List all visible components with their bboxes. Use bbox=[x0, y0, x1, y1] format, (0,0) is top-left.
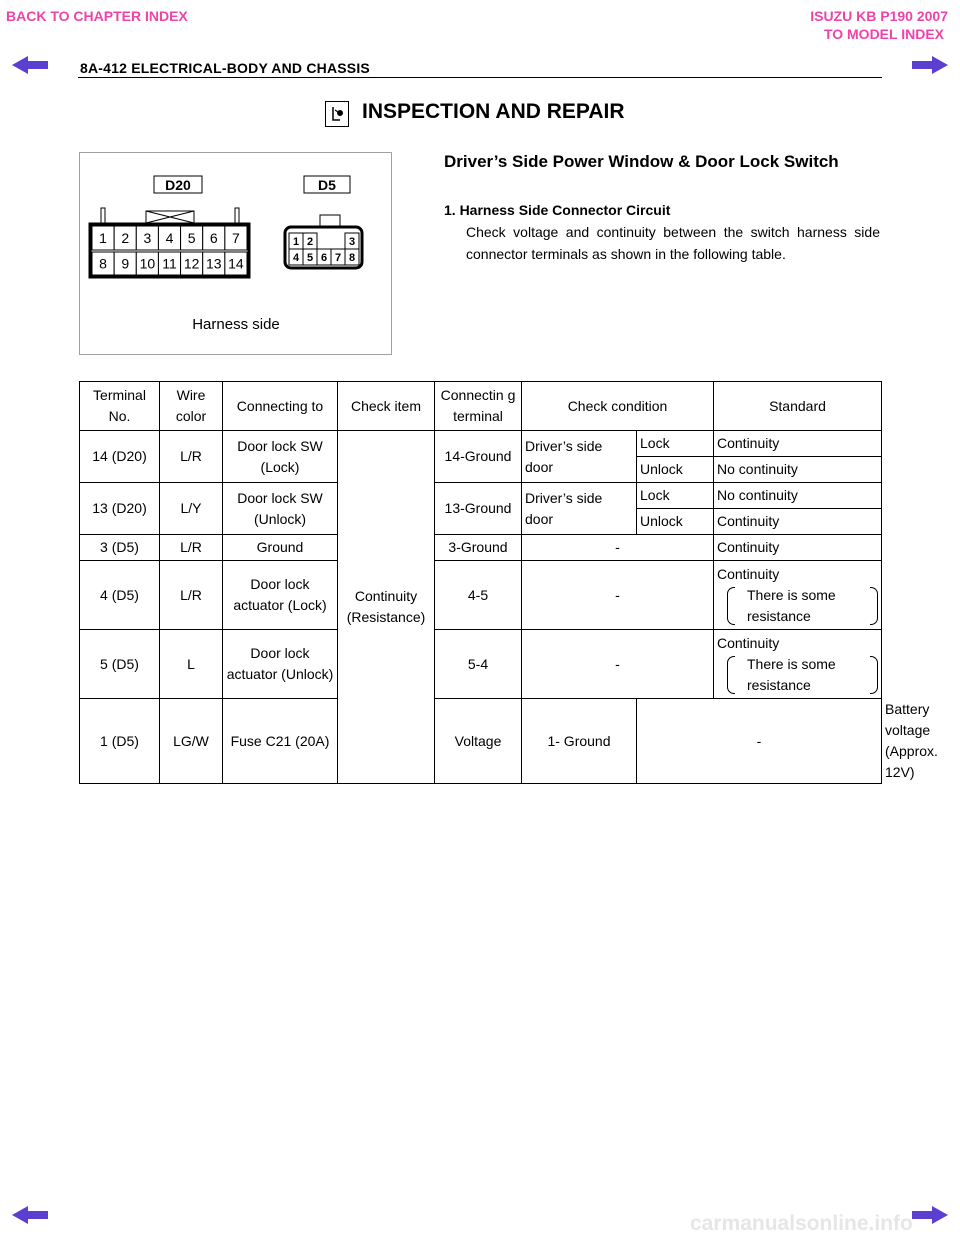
cell-condition: - bbox=[522, 630, 714, 699]
cell-connecting: Door lock actuator (Lock) bbox=[223, 561, 338, 630]
header-check-condition: Check condition bbox=[522, 382, 714, 431]
cell-terminal: 3 (D5) bbox=[80, 535, 160, 561]
connector-d5-label: D5 bbox=[318, 177, 336, 193]
table-row bbox=[80, 483, 882, 509]
bottom-next-page-arrow-icon[interactable] bbox=[912, 1206, 948, 1224]
pin-number: 1 bbox=[292, 235, 300, 248]
header-terminal: Terminal No. bbox=[80, 382, 160, 431]
pin-number: 11 bbox=[162, 255, 177, 272]
inspection-icon bbox=[325, 101, 349, 127]
cell-condition-unlock: Unlock bbox=[637, 457, 714, 483]
cell-condition: Driver’s side door bbox=[522, 431, 637, 483]
cell-conn-terminal: 1- Ground bbox=[522, 699, 637, 784]
cell-standard: Continuity bbox=[714, 431, 882, 457]
cell-condition: - bbox=[522, 535, 714, 561]
cell-connecting: Ground bbox=[223, 535, 338, 561]
watermark: carmanualsonline.info bbox=[690, 1212, 913, 1235]
pin-number: 4 bbox=[292, 251, 300, 264]
cell-condition-lock: Lock bbox=[637, 431, 714, 457]
header-connecting-terminal: Connectin g terminal bbox=[435, 382, 522, 431]
pin-number: 13 bbox=[205, 255, 222, 272]
model-name-link[interactable]: ISUZU KB P190 2007 bbox=[810, 8, 948, 24]
cell-conn-terminal: 13-Ground bbox=[435, 483, 522, 535]
diagram-caption: Harness side bbox=[192, 316, 280, 333]
header-divider bbox=[78, 77, 882, 78]
connector-d20-pins bbox=[92, 226, 247, 275]
cell-standard: Continuity bbox=[714, 509, 882, 535]
standard-note: There is some resistance bbox=[727, 585, 878, 627]
cell-conn-terminal: 4-5 bbox=[435, 561, 522, 630]
cell-standard bbox=[714, 630, 882, 699]
cell-standard: Continuity bbox=[714, 535, 882, 561]
pin-number: 8 bbox=[348, 251, 356, 264]
pin-number: 2 bbox=[306, 235, 314, 248]
standard-value: Continuity bbox=[717, 634, 780, 651]
standard-note: There is some resistance bbox=[727, 654, 878, 696]
table-row bbox=[80, 561, 882, 630]
back-to-chapter-link[interactable]: BACK TO CHAPTER INDEX bbox=[6, 8, 188, 24]
pin-number: 10 bbox=[139, 255, 156, 272]
cell-wire: L/R bbox=[160, 535, 223, 561]
pin-number: 1 bbox=[99, 230, 107, 247]
harness-check-table bbox=[79, 381, 938, 784]
header-standard: Standard bbox=[714, 382, 882, 431]
cell-condition: Driver’s side door bbox=[522, 483, 637, 535]
table-header-row bbox=[80, 382, 882, 431]
cell-standard: No continuity bbox=[714, 457, 882, 483]
pin-number: 7 bbox=[232, 230, 240, 247]
table-row bbox=[80, 431, 882, 457]
next-page-arrow-icon[interactable] bbox=[912, 56, 948, 74]
standard-value: Continuity bbox=[717, 565, 780, 582]
pin-number: 3 bbox=[348, 235, 356, 248]
section-title: INSPECTION AND REPAIR bbox=[362, 100, 625, 123]
pin-number: 9 bbox=[121, 255, 130, 272]
step-title: 1. Harness Side Connector Circuit bbox=[444, 202, 671, 218]
pin-number: 4 bbox=[165, 230, 174, 247]
cell-condition: - bbox=[522, 561, 714, 630]
cell-condition-lock: Lock bbox=[637, 483, 714, 509]
previous-page-arrow-icon[interactable] bbox=[12, 56, 48, 74]
connector-d20-label: D20 bbox=[165, 177, 191, 193]
cell-wire: L/Y bbox=[160, 483, 223, 535]
header-wire-color: Wire color bbox=[160, 382, 223, 431]
pin-number: 7 bbox=[334, 251, 342, 264]
cell-wire: L bbox=[160, 630, 223, 699]
cell-terminal: 4 (D5) bbox=[80, 561, 160, 630]
pin-number: 6 bbox=[209, 230, 218, 247]
cell-connecting: Door lock SW (Unlock) bbox=[223, 483, 338, 535]
cell-standard bbox=[714, 561, 882, 630]
pin-number: 14 bbox=[228, 255, 244, 272]
cell-terminal: 13 (D20) bbox=[80, 483, 160, 535]
cell-terminal: 5 (D5) bbox=[80, 630, 160, 699]
pin-number: 3 bbox=[143, 230, 152, 247]
table-row bbox=[80, 535, 882, 561]
cell-conn-terminal: 3-Ground bbox=[435, 535, 522, 561]
pin-number: 5 bbox=[187, 230, 196, 247]
cell-connecting: Door lock actuator (Unlock) bbox=[223, 630, 338, 699]
cell-condition-unlock: Unlock bbox=[637, 509, 714, 535]
cell-wire: LG/W bbox=[160, 699, 223, 784]
pin-number: 2 bbox=[121, 230, 130, 247]
bottom-previous-page-arrow-icon[interactable] bbox=[12, 1206, 48, 1224]
cell-standard: No continuity bbox=[714, 483, 882, 509]
cell-connecting: Fuse C21 (20A) bbox=[223, 699, 338, 784]
cell-wire: L/R bbox=[160, 561, 223, 630]
cell-check-item-voltage: Voltage bbox=[435, 699, 522, 784]
pin-number: 8 bbox=[99, 255, 107, 272]
pin-number: 6 bbox=[320, 251, 328, 264]
cell-terminal: 14 (D20) bbox=[80, 431, 160, 483]
cell-terminal: 1 (D5) bbox=[80, 699, 160, 784]
table-row bbox=[80, 630, 882, 699]
step-text: Check voltage and continuity between the switch harness side connector terminals as shown in the following table. bbox=[466, 224, 880, 262]
cell-condition: - bbox=[637, 699, 882, 784]
header-check-item: Check item bbox=[338, 382, 435, 431]
cell-conn-terminal: 5-4 bbox=[435, 630, 522, 699]
cell-check-item-continuity: Continuity (Resistance) bbox=[338, 431, 435, 784]
to-model-index-link[interactable]: TO MODEL INDEX bbox=[823, 26, 944, 42]
cell-conn-terminal: 14-Ground bbox=[435, 431, 522, 483]
cell-connecting: Door lock SW (Lock) bbox=[223, 431, 338, 483]
pin-number: 5 bbox=[306, 251, 314, 264]
subsection-title: Driver’s Side Power Window & Door Lock Switch bbox=[444, 152, 839, 171]
cell-wire: L/R bbox=[160, 431, 223, 483]
page-header-title: 8A-412 ELECTRICAL-BODY AND CHASSIS bbox=[80, 60, 370, 76]
header-connecting-to: Connecting to bbox=[223, 382, 338, 431]
connector-diagram bbox=[79, 152, 392, 355]
table-row: 1 (D5) LG/W Fuse C21 (20A) Voltage 1- Ground - Battery voltage (Approx. 12V) bbox=[80, 699, 882, 784]
pin-number: 12 bbox=[183, 255, 200, 272]
